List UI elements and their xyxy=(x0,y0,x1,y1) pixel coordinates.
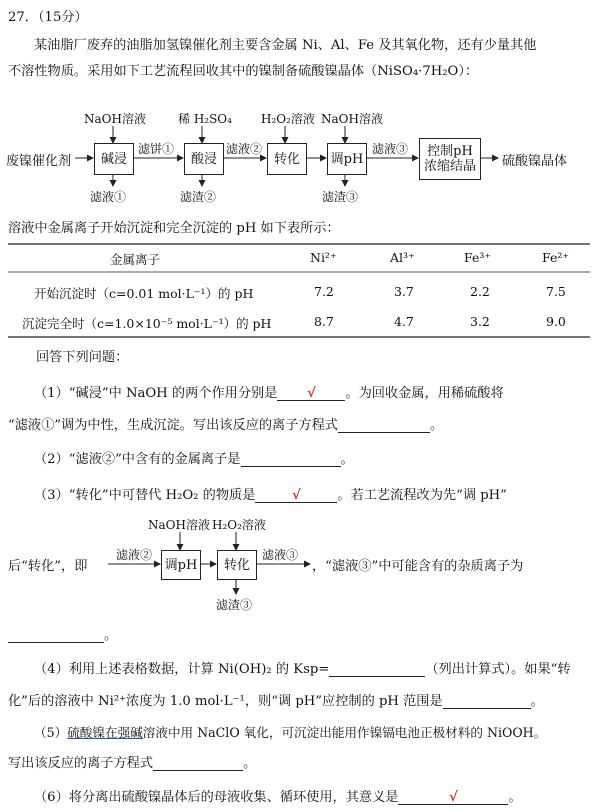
q5-text-a: （5） xyxy=(34,725,68,740)
flow-box-adjust-ph: 调pH xyxy=(327,143,367,175)
arrow-label-filter-cake-1: 滤饼① xyxy=(138,142,175,156)
check-mark-icon: √ xyxy=(307,386,316,401)
flow-box-alkali-leach: 碱浸 xyxy=(94,143,134,175)
flow-box-acid-leach: 酸浸 xyxy=(184,143,224,175)
table-row-1-label: 开始沉淀时（c=0.01 mol·L⁻¹）的 pH xyxy=(34,286,254,301)
arrow-label-filtrate-3: 滤液③ xyxy=(372,142,409,156)
question-5-line-1 xyxy=(34,722,546,741)
table-header-fe3: Fe³⁺ xyxy=(464,250,491,265)
table-header-ion: 金属离子 xyxy=(110,252,161,267)
out-filtrate-1: 滤液① xyxy=(90,190,127,204)
flow2-lead-text: 后“转化”，即 xyxy=(8,559,88,574)
q3-text-b: 。若工艺流程改为先“调 pH” xyxy=(337,488,507,503)
question-5-line-2: 写出该反应的离子方程式 。 xyxy=(8,756,257,771)
q6-text: （6）将分离出硫酸镍晶体后的母液收集、循环使用，其意义是 xyxy=(34,790,399,805)
table-row-1-fe3: 2.2 xyxy=(470,284,490,299)
reagent-dilute-h2so4: 稀 H₂SO₄ xyxy=(178,112,232,126)
reagent-h2o2: H₂O₂溶液 xyxy=(261,112,315,126)
q4-text-c: 化”后的溶液中 Ni²⁺浓度为 1.0 mol·L⁻¹，则“调 pH”应控制的 pH 范围是 xyxy=(8,694,443,709)
q5-answer-blank[interactable] xyxy=(153,756,243,771)
question-1-line-2: “滤液①”调为中性，生成沉淀。写出该反应的离子方程式 。 xyxy=(8,418,444,433)
q5-underlined-text: 硫酸镍在强碱 xyxy=(67,725,143,740)
flow2-out-residue-3: 滤渣③ xyxy=(216,598,253,612)
q3-answer-blank-2[interactable] xyxy=(8,628,104,643)
check-mark-icon: √ xyxy=(449,790,458,805)
q1-text-c: “滤液①”调为中性，生成沉淀。写出该反应的离子方程式 xyxy=(8,418,338,433)
q4-answer-blank-2[interactable] xyxy=(443,694,531,709)
q4-text-a: （4）利用上述表格数据，计算 Ni(OH)₂ 的 Ksp= xyxy=(34,662,330,677)
flow-box-conversion: 转化 xyxy=(267,143,307,175)
table-row-1-fe2: 7.5 xyxy=(546,284,566,299)
table-header-al: Al³⁺ xyxy=(390,250,415,265)
question-6: （6）将分离出硫酸镍晶体后的母液收集、循环使用，其意义是 √ 。 xyxy=(34,790,522,805)
q2-answer-blank[interactable] xyxy=(241,452,341,467)
check-mark-icon: √ xyxy=(292,488,301,503)
flow2-reagent-h2o2: H₂O₂溶液 xyxy=(212,518,266,532)
q2-text: （2）“滤液②”中含有的金属离子是 xyxy=(34,452,241,467)
out-residue-2: 滤渣② xyxy=(180,190,217,204)
q3-text-a: （3）“转化”中可替代 H₂O₂ 的物质是 xyxy=(34,488,256,503)
question-1-line-1 xyxy=(34,382,504,401)
question-3-line-3: 。 xyxy=(8,624,117,643)
question-2: （2）“滤液②”中含有的金属离子是 。 xyxy=(34,452,354,467)
flow-end-label: 硫酸镍晶体 xyxy=(502,154,568,169)
flow-box-crystallize xyxy=(419,138,481,180)
q1-text-b: 。为回收金属，用稀硫酸将 xyxy=(345,386,504,401)
q5-text-c: 写出该反应的离子方程式 xyxy=(8,756,154,771)
flow2-arrow-filtrate-3: 滤液③ xyxy=(262,548,299,562)
intro-line-1: 某油脂厂废弃的油脂加氢镍催化剂主要含金属 Ni、Al、Fe 及其氧化物，还有少量其他 xyxy=(34,38,537,53)
table-row-2-ni: 8.7 xyxy=(314,314,334,329)
question-4-line-2: 化”后的溶液中 Ni²⁺浓度为 1.0 mol·L⁻¹，则“调 pH”应控制的 pH 范围是 。 xyxy=(8,694,544,709)
arrow-label-filtrate-2: 滤液② xyxy=(226,142,263,156)
question-number: 27．（15分） xyxy=(8,10,88,25)
q3-answer-blank-1[interactable] xyxy=(255,488,337,503)
table-intro: 溶液中金属离子开始沉淀和完全沉淀的 pH 如下表所示： xyxy=(8,221,340,236)
crystallize-line-2: 浓缩结晶 xyxy=(423,159,476,174)
question-3-line-1 xyxy=(34,484,507,503)
flow2-tail-text: ，“滤液③”中可能含有的杂质离子为 xyxy=(312,559,524,574)
question-4-line-1 xyxy=(34,658,571,677)
reagent-naoh-2: NaOH溶液 xyxy=(321,112,383,126)
flow2-box-adjust-ph: 调pH xyxy=(161,550,201,580)
flow2-reagent-naoh: NaOH溶液 xyxy=(148,518,210,532)
table-row-2-label: 沉淀完全时（c=1.0×10⁻⁵ mol·L⁻¹）的 pH xyxy=(22,316,272,331)
reagent-naoh-1: NaOH溶液 xyxy=(84,112,146,126)
q1-answer-blank-2[interactable] xyxy=(338,418,430,433)
table-row-1-al: 3.7 xyxy=(394,284,414,299)
table-row-2-fe3: 3.2 xyxy=(470,314,490,329)
table-header-fe2: Fe²⁺ xyxy=(542,250,569,265)
table-row-1-ni: 7.2 xyxy=(314,284,334,299)
flow-start-label: 废镍催化剂 xyxy=(6,154,72,169)
flow2-box-conversion: 转化 xyxy=(217,550,257,580)
flow2-arrow-filtrate-2: 滤液② xyxy=(116,548,153,562)
table-row-2-al: 4.7 xyxy=(394,314,414,329)
q4-text-b: （列出计算式）。如果“转 xyxy=(425,662,571,677)
q1-answer-blank-1[interactable] xyxy=(277,386,345,401)
table-header-ni: Ni²⁺ xyxy=(310,250,337,265)
table-row-2-fe2: 9.0 xyxy=(546,314,566,329)
q1-text-a: （1）“碱浸”中 NaOH 的两个作用分别是 xyxy=(34,386,278,401)
q6-answer-blank[interactable] xyxy=(398,790,508,805)
answer-intro: 回答下列问题： xyxy=(36,350,129,365)
q4-answer-blank-1[interactable] xyxy=(329,662,425,677)
out-residue-3: 滤渣③ xyxy=(322,190,359,204)
q5-text-b: 溶液中用 NaClO 氧化，可沉淀出能用作镍镉电池正极材料的 NiOOH。 xyxy=(142,725,547,740)
intro-line-2: 不溶性物质。采用如下工艺流程回收其中的镍制备硫酸镍晶体（NiSO₄·7H₂O）： xyxy=(8,64,479,79)
crystallize-line-1: 控制pH xyxy=(427,144,473,159)
